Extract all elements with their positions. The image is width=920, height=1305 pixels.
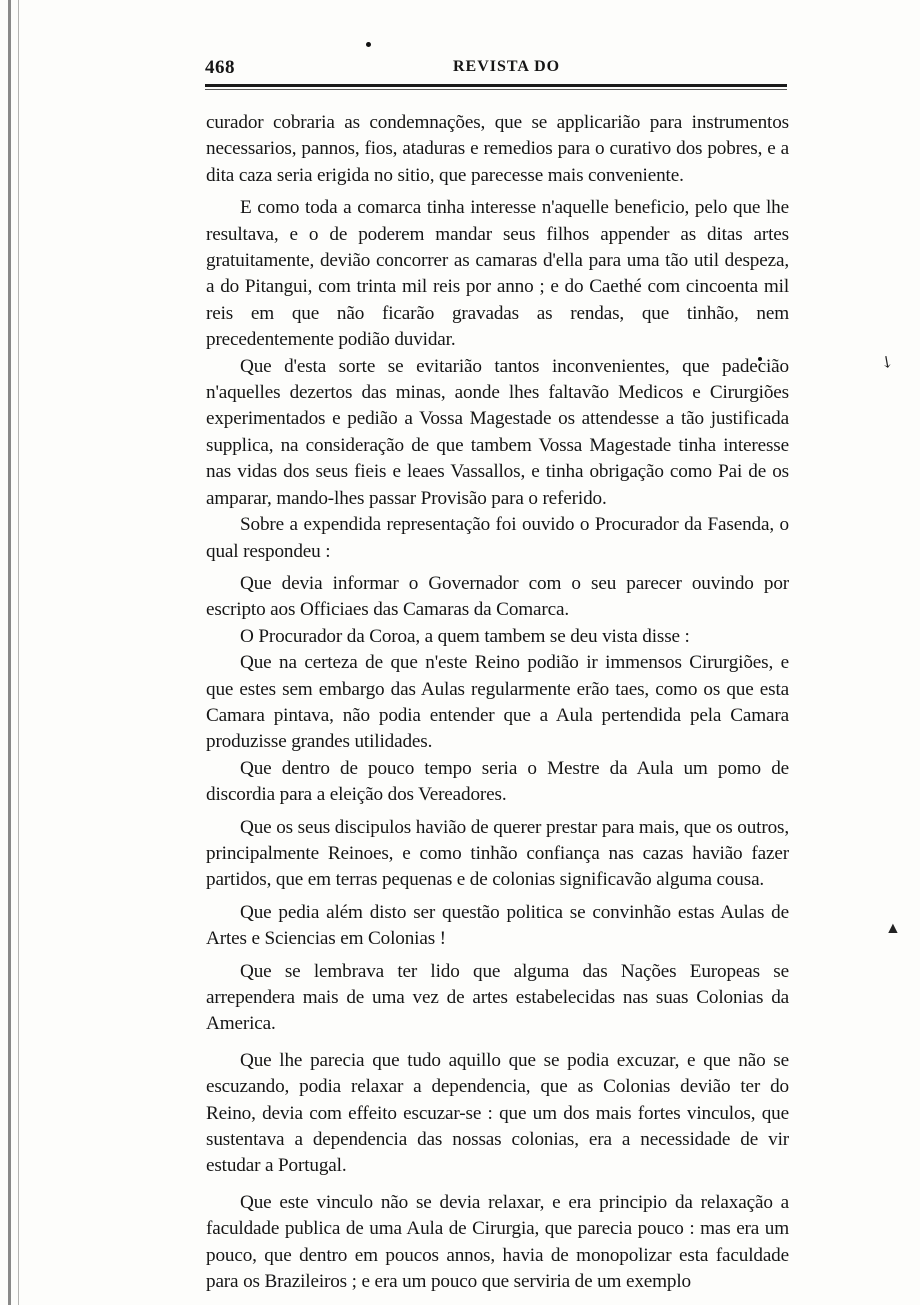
page-header <box>205 57 785 81</box>
page-number: 468 <box>205 57 235 78</box>
paragraph: Que d'esta sorte se evitarião tantos inconvenientes, que padecião n'aquelles dezertos das minas, aonde lhes faltavão Medicos e Cirurgiões experimentados e pedião a Vossa Magestade os attendesse a tão justificada supplica, na consideração de que tambem Vossa Magestade tinha interesse nas vidas dos seus fieis e leaes Vassallos, e tinha obrigação como Pai de os amparar, mando-lhes passar Provisão para o referido. <box>206 355 789 509</box>
paragraph: Que lhe parecia que tudo aquillo que se podia excuzar, e que não se escuzando, podia relaxar a dependencia, que as Colonias devião ter do Reino, devia com effeito escuzar-se : que um dos mais fortes vinculos, que sustentava a dependencia das nossas colonias, era a necessidade de vir estudar a Portugal. <box>206 1049 789 1177</box>
margin-mark: ↘ <box>876 351 897 374</box>
paragraph: Que dentro de pouco tempo seria o Mestre da Aula um pomo de discordia para a eleição dos Vereadores. <box>206 757 789 806</box>
paragraph: Que pedia além disto ser questão politica se convinhão estas Aulas de Artes e Sciencias em Colonias ! <box>206 901 789 950</box>
header-rule-thin <box>205 89 787 90</box>
paragraph: curador cobraria as condemnações, que se applicarião para instrumentos necessarios, pannos, fios, ataduras e remedios para o curativo dos pobres, e a dita caza seria erigida no sitio, que parecesse mais conveniente. <box>206 112 789 186</box>
paragraph: O Procurador da Coroa, a quem tambem se deu vista disse : <box>240 625 690 647</box>
paragraph: Que na certeza de que n'este Reino podião ir immensos Cirurgiões, e que estes sem embargo das Aulas regularmente erão taes, como os que esta Camara pintava, não podia entender que a Aula pertendida pela Camara produzisse grandes utilidades. <box>206 652 789 753</box>
binding-edge-line-inner <box>18 0 19 1305</box>
paragraph: Sobre a expendida representação foi ouvido o Procurador da Fasenda, o qual respondeu : <box>206 514 789 562</box>
binding-edge-line <box>8 0 11 1305</box>
paragraph: E como toda a comarca tinha interesse n'aquelle beneficio, pelo que lhe resultava, e o de poderem mandar seus filhos appender as ditas artes gratuitamente, devião concorrer as camaras d'ella para uma tão util despeza, a do Pitangui, com trinta mil reis por anno ; e do Caethé com cincoenta mil reis em que não ficarão gravadas as rendas, que tinhão, nem precedentemente podião duvidar. <box>206 197 789 351</box>
paragraph: Que se lembrava ter lido que alguma das Nações Europeas se arrependera mais de uma vez de artes estabelecidas nas suas Colonias da America. <box>206 960 789 1035</box>
paragraph: Que devia informar o Governador com o seu parecer ouvindo por escripto aos Officiaes das Camaras da Comarca. <box>206 572 789 621</box>
body-text <box>206 110 789 1295</box>
paragraph: Que este vinculo não se devia relaxar, e era principio da relaxação a faculdade publica de uma Aula de Cirurgia, que parecia pouco : mas era um pouco, que dentro em poucos annos, havia de monopolizar esta faculdade para os Brazileiros ; e era um pouco que serviria de um exemplo <box>206 1191 789 1293</box>
header-rule <box>205 84 787 87</box>
paragraph: Que os seus discipulos havião de querer prestar para mais, que os outros, principalmente Reinoes, e como tinhão confiança nas cazas havião fazer partidos, que em terras pequenas e de colonias significavão alguma cousa. <box>206 816 789 891</box>
margin-mark: ▲ <box>885 920 901 937</box>
running-head: REVISTA DO <box>453 58 561 75</box>
ink-speck <box>366 42 371 47</box>
